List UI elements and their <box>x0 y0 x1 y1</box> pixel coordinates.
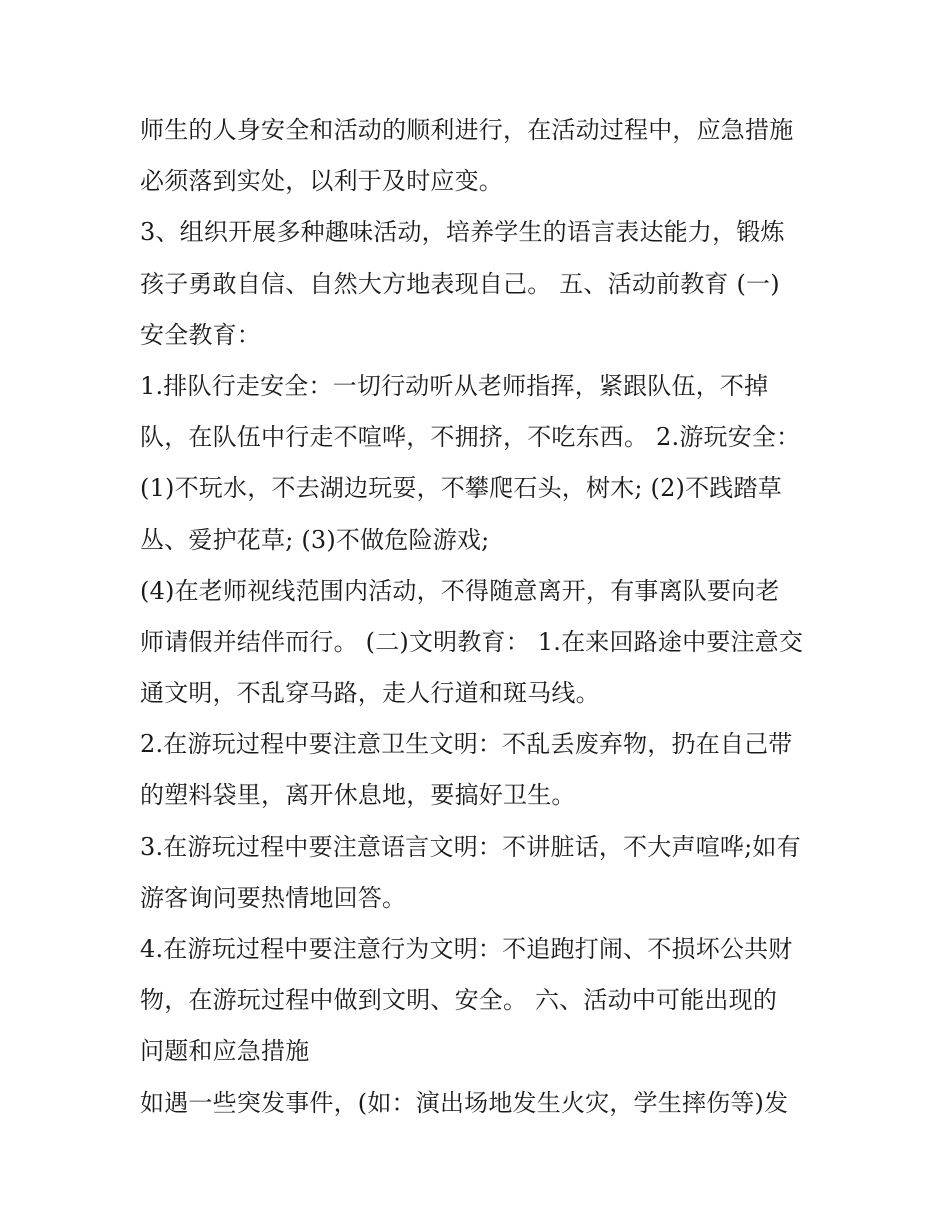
text-line: 游客询问要热情地回答。 <box>140 883 407 912</box>
text-line: 队，在队伍中行走不喧哗，不拥挤，不吃东西。 2.游玩安全： <box>140 423 801 452</box>
text-line: 问题和应急措施 <box>140 1037 310 1066</box>
text-line: 1.排队行走安全：一切行动听从老师指挥，紧跟队伍，不掉 <box>140 371 769 400</box>
text-line: 师生的人身安全和活动的顺利进行，在活动过程中，应急措施 <box>140 116 794 144</box>
text-line: 4.在游玩过程中要注意行为文明：不追跑打闹、不损坏公共财 <box>140 935 793 963</box>
text-line: 孩子勇敢自信、自然大方地表现自己。 五、活动前教育 (一) <box>140 269 780 298</box>
text-line: 必须落到实处，以利于及时应变。 <box>140 167 503 196</box>
text-line: (4)在老师视线范围内活动，不得随意离开，有事离队要向老 <box>140 576 780 605</box>
document-body <box>140 105 820 1129</box>
text-line: 2.在游玩过程中要注意卫生文明：不乱丢废弃物，扔在自己带 <box>140 730 793 759</box>
text-line: 丛、爱护花草; (3)不做危险游戏; <box>140 525 490 554</box>
text-line: 如遇一些突发事件，(如：演出场地发生火灾，学生摔伤等)发 <box>140 1088 789 1117</box>
text-line: 的塑料袋里，离开休息地，要搞好卫生。 <box>140 781 576 810</box>
text-line: 师请假并结伴而行。 (二)文明教育： 1.在来回路途中要注意交 <box>140 627 804 656</box>
text-line: 3.在游玩过程中要注意语言文明：不讲脏话，不大声喧哗;如有 <box>140 832 801 861</box>
text-line: (1)不玩水，不去湖边玩耍，不攀爬石头，树木; (2)不践踏草 <box>140 474 782 503</box>
text-line: 安全教育： <box>140 320 261 349</box>
text-line: 物，在游玩过程中做到文明、安全。 六、活动中可能出现的 <box>140 986 778 1015</box>
text-line: 通文明，不乱穿马路，走人行道和斑马线。 <box>140 679 600 708</box>
text-line: 3、组织开展多种趣味活动，培养学生的语言表达能力，锻炼 <box>140 218 785 247</box>
